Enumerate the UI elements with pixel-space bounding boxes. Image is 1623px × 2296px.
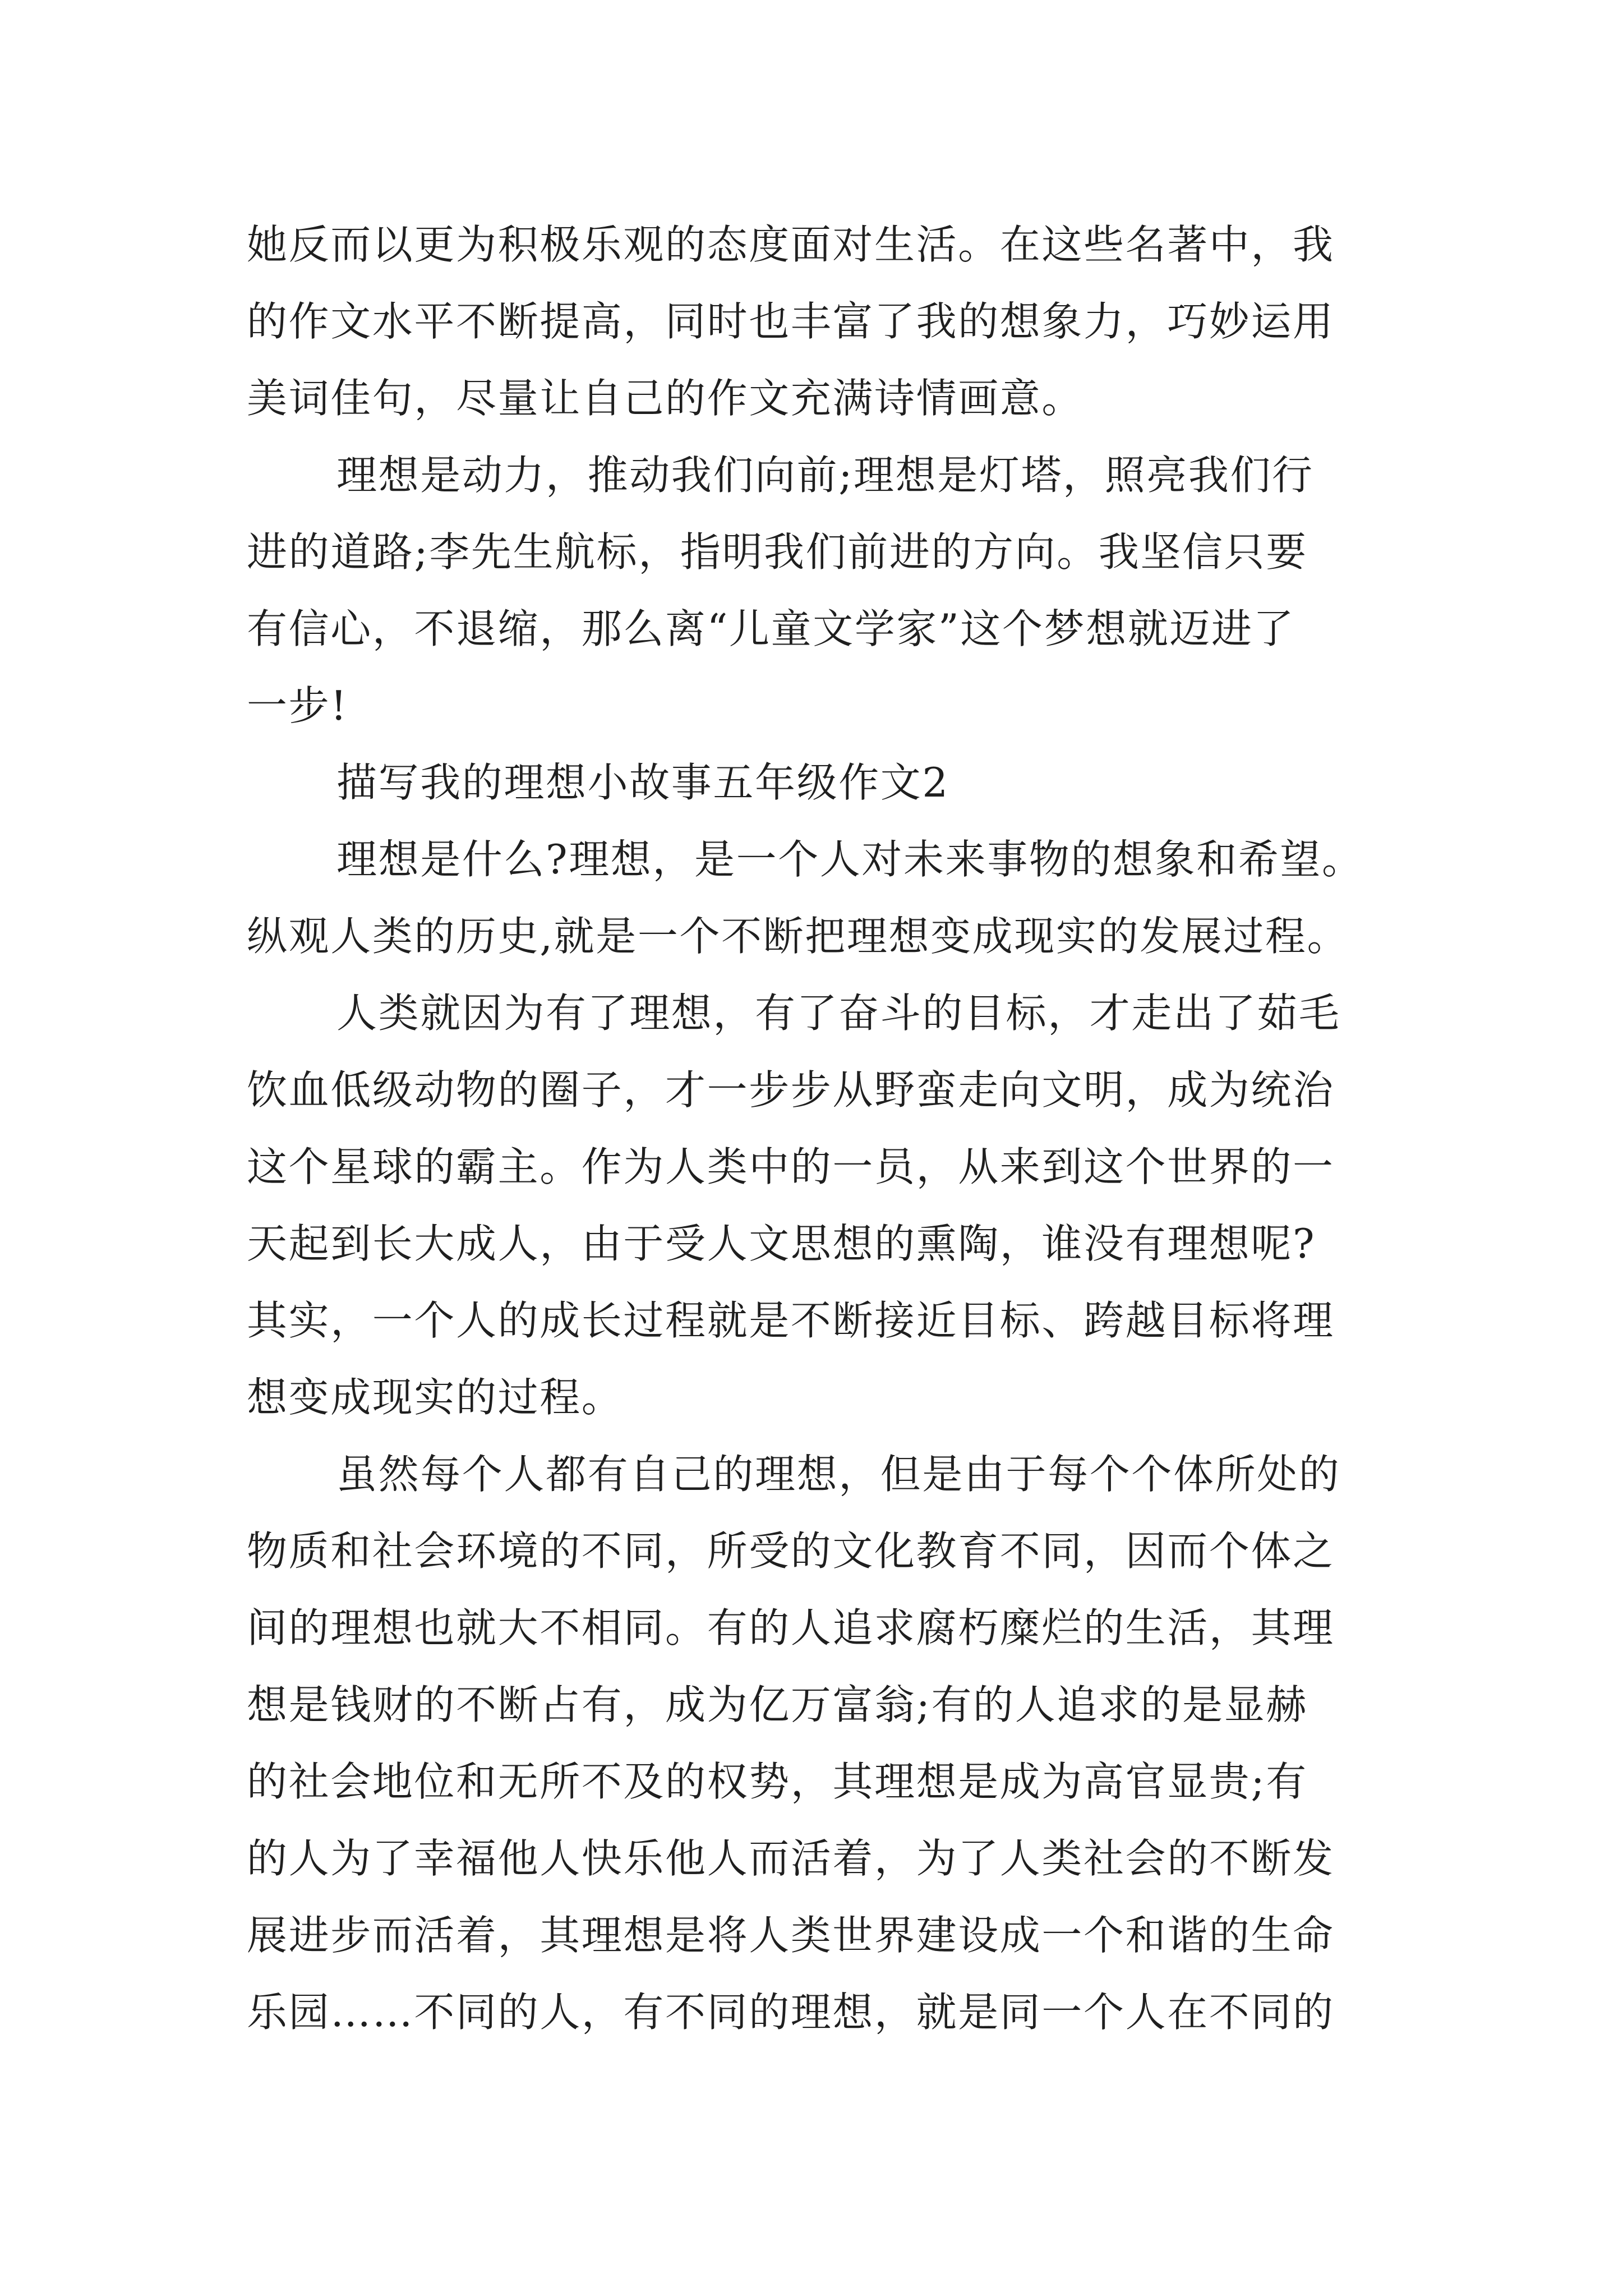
text-line: 的作文水平不断提高，同时也丰富了我的想象力，巧妙运用 bbox=[247, 298, 1335, 345]
text-line: 的社会地位和无所不及的权势，其理想是成为高官显贵;有 bbox=[247, 1758, 1308, 1805]
text-line: 物质和社会环境的不同，所受的文化教育不同，因而个体之 bbox=[247, 1527, 1335, 1575]
text-line: 展进步而活着，其理想是将人类世界建设成一个和谐的生命 bbox=[247, 1912, 1335, 1959]
text-line: 天起到长大成人，由于受人文思想的熏陶，谁没有理想呢? bbox=[247, 1220, 1316, 1267]
text-line: 的人为了幸福他人快乐他人而活着，为了人类社会的不断发 bbox=[247, 1835, 1335, 1882]
text-line: 一步! bbox=[247, 682, 348, 729]
paragraph-first-line: 人类就因为有了理想，有了奋斗的目标，才走出了茹毛 bbox=[336, 990, 1341, 1037]
text-line: 进的道路;李先生航标，指明我们前进的方向。我坚信只要 bbox=[247, 528, 1308, 576]
text-line: 想变成现实的过程。 bbox=[247, 1374, 624, 1421]
text-line: 饮血低级动物的圈子，才一步步从野蛮走向文明，成为统治 bbox=[247, 1066, 1335, 1114]
text-line: 这个星球的霸主。作为人类中的一员，从来到这个世界的一 bbox=[247, 1143, 1335, 1190]
text-line: 想是钱财的不断占有，成为亿万富翁;有的人追求的是显赫 bbox=[247, 1681, 1308, 1728]
section-heading: 描写我的理想小故事五年级作文2 bbox=[336, 759, 949, 806]
text-line: 她反而以更为积极乐观的态度面对生活。在这些名著中，我 bbox=[247, 221, 1335, 268]
text-line: 美词佳句，尽量让自己的作文充满诗情画意。 bbox=[247, 375, 1084, 422]
paragraph-first-line: 虽然每个人都有自己的理想，但是由于每个个体所处的 bbox=[336, 1451, 1341, 1498]
text-line: 有信心，不退缩，那么离“儿童文学家”这个梦想就迈进了 bbox=[247, 605, 1295, 652]
text-line: 乐园……不同的人，有不同的理想，就是同一个人在不同的 bbox=[247, 1989, 1335, 2036]
paragraph-first-line: 理想是什么?理想，是一个人对未来事物的想象和希望。 bbox=[336, 836, 1364, 883]
text-line: 间的理想也就大不相同。有的人追求腐朽糜烂的生活，其理 bbox=[247, 1604, 1335, 1651]
text-line: 纵观人类的历史,就是一个不断把理想变成现实的发展过程。 bbox=[247, 913, 1349, 960]
text-line: 其实，一个人的成长过程就是不断接近目标、跨越目标将理 bbox=[247, 1297, 1335, 1344]
paragraph-first-line: 理想是动力，推动我们向前;理想是灯塔，照亮我们行 bbox=[336, 452, 1314, 499]
